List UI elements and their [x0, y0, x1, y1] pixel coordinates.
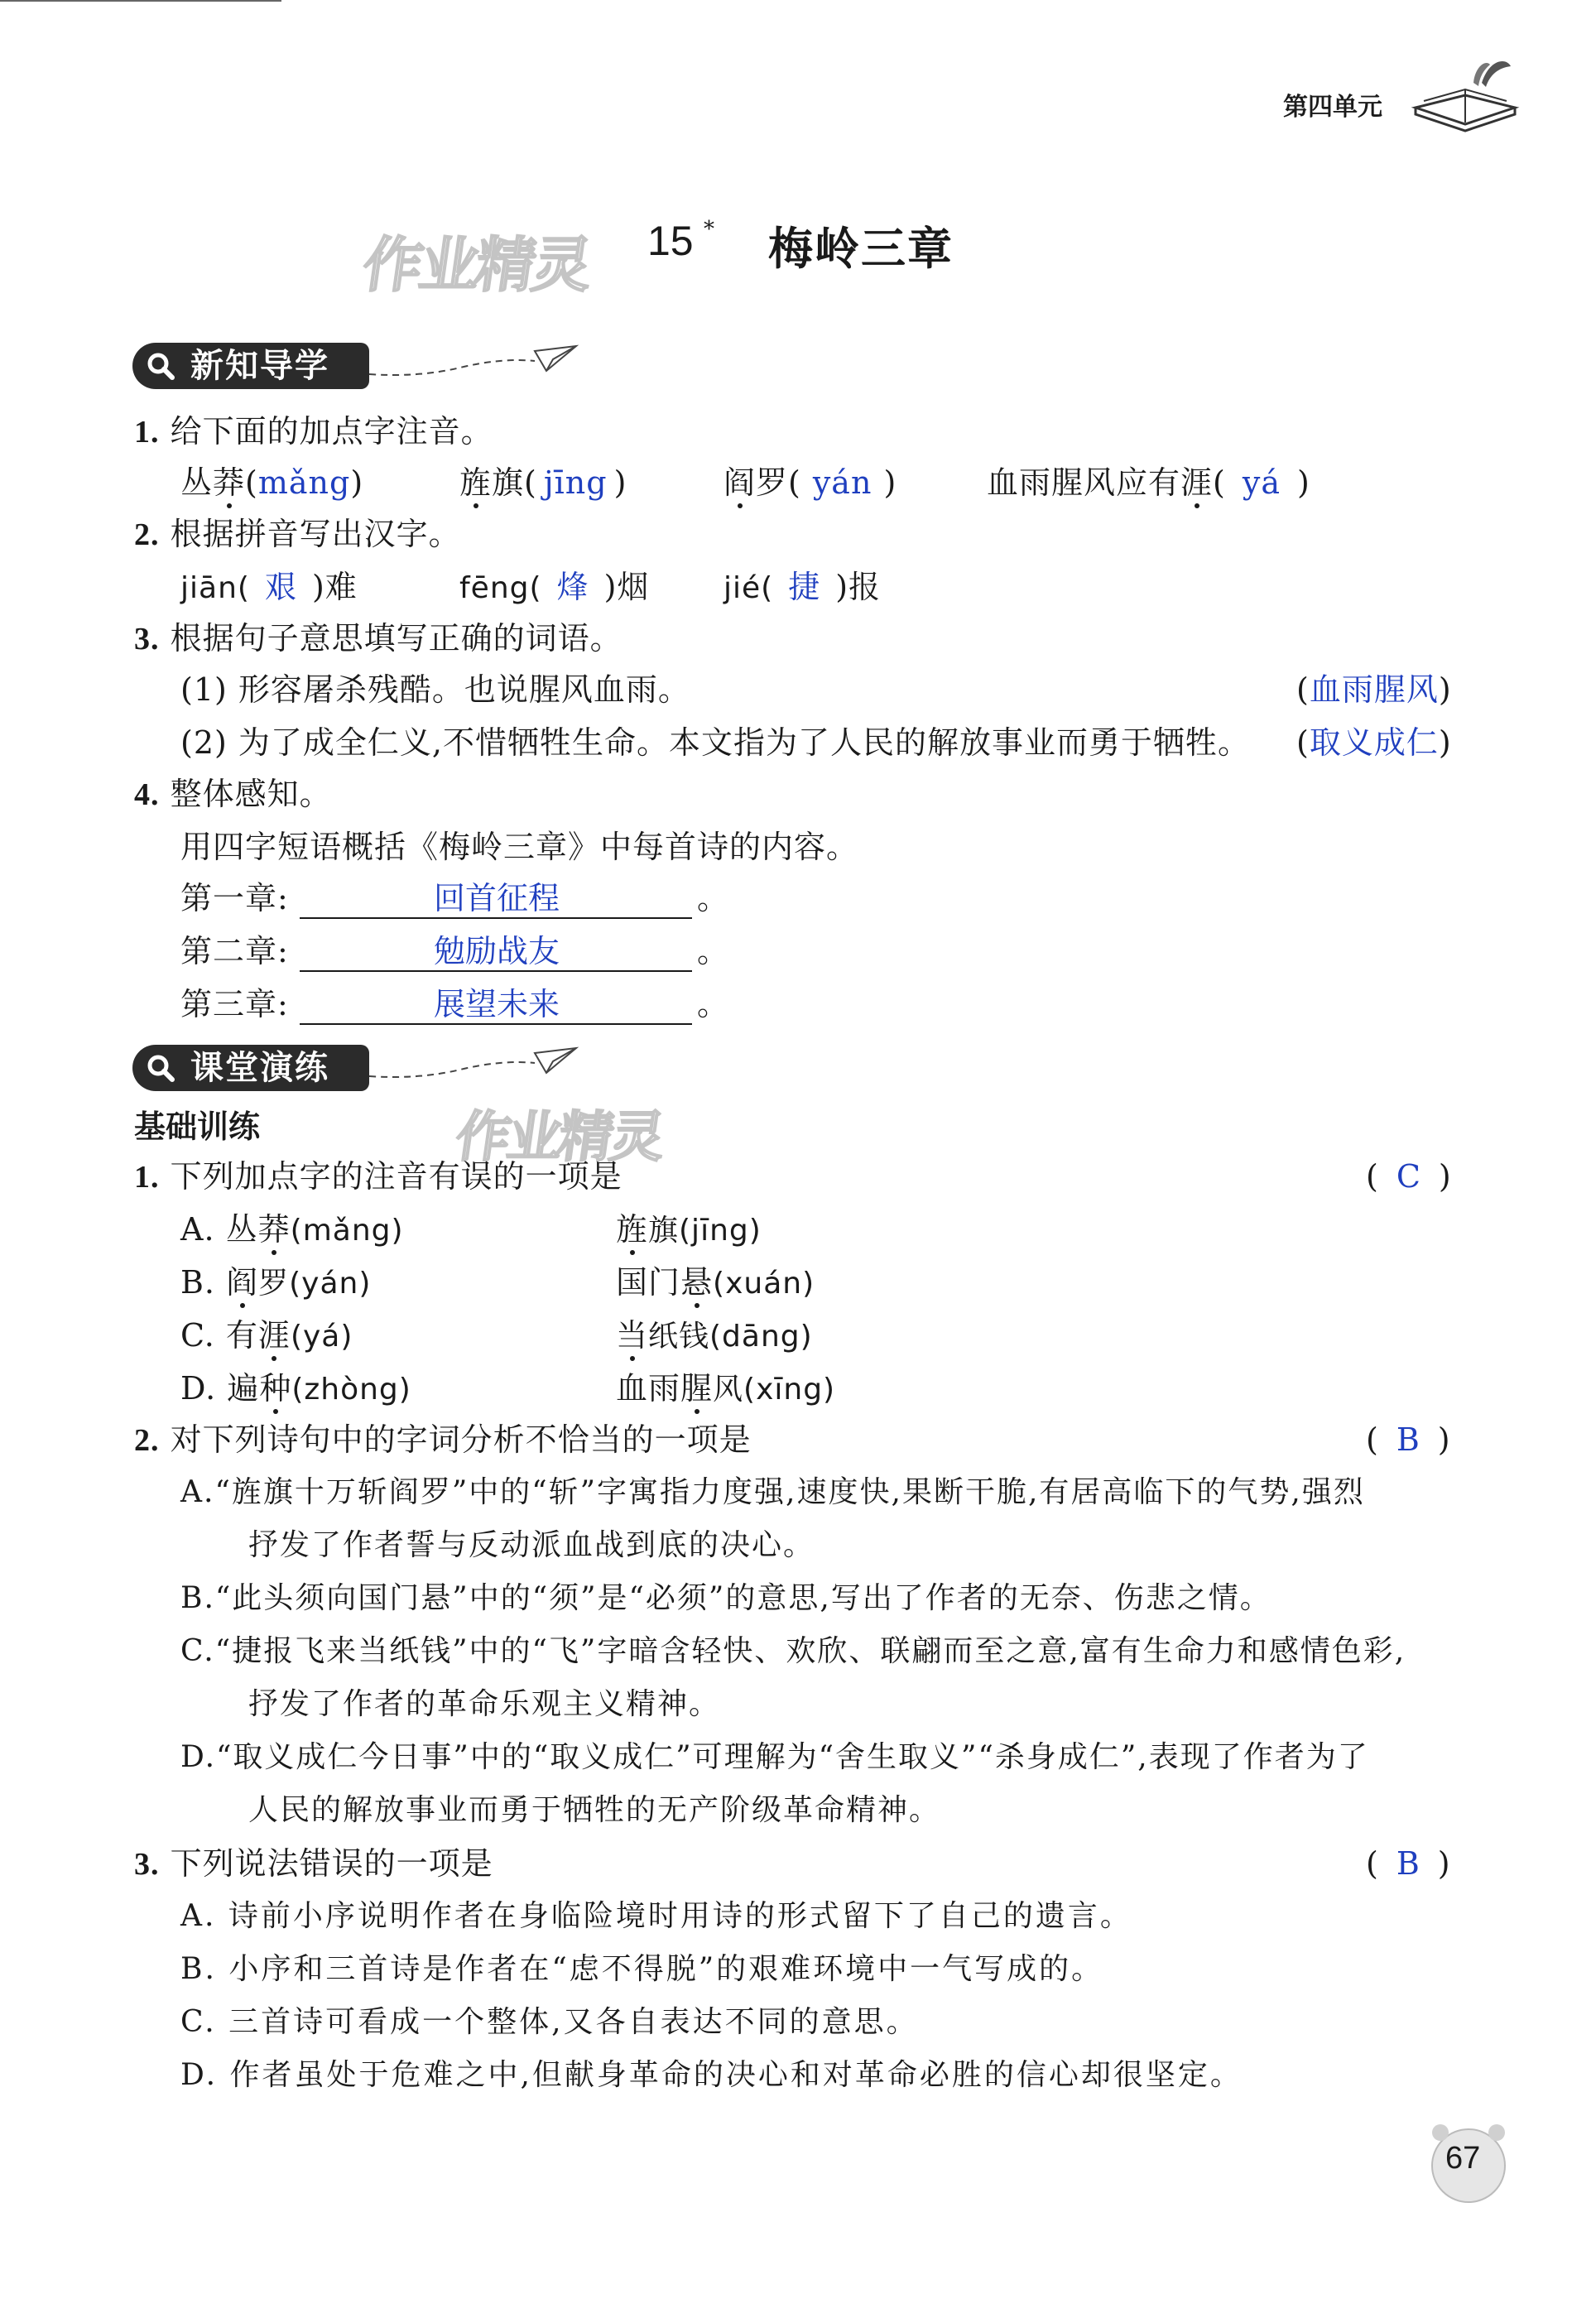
mc1-option-a-right	[616, 1209, 762, 1252]
answer: yán	[812, 464, 873, 501]
header-rule	[0, 0, 281, 2]
text: )难	[311, 569, 358, 605]
text: 旗(	[492, 464, 537, 501]
option-letter: D.	[180, 1370, 217, 1407]
section-banner-new-knowledge	[132, 343, 369, 389]
dotted-char: 莽	[258, 1209, 291, 1250]
text: 丛	[180, 464, 214, 501]
section-title: 新知导学	[190, 347, 329, 385]
text: 国门	[616, 1264, 681, 1301]
text: )报	[835, 569, 882, 605]
books-icon	[1407, 50, 1523, 132]
answer: 烽	[556, 569, 589, 605]
text: )	[350, 464, 364, 501]
q2-item-2	[459, 566, 649, 609]
mc2-option-d: D.“取义成仁今日事”中的“取义成仁”可理解为“舍生取义”“杀身成仁”,表现了作者为了	[180, 1740, 1369, 1774]
question-prompt: 下列加点字的注音有误的一项是	[170, 1158, 623, 1195]
watermark: 作业精灵	[358, 230, 594, 300]
q3-item-2-answer	[1296, 722, 1452, 763]
mc2-option-c-cont: 抒发了作者的革命乐观主义精神。	[248, 1687, 721, 1721]
pinyin: jié(	[723, 571, 774, 605]
answer: 捷	[788, 569, 821, 605]
mc-question-3	[134, 1843, 493, 1885]
text: (mǎng)	[290, 1214, 404, 1248]
question-prompt: 给下面的加点字注音。	[170, 413, 493, 450]
answer: B	[1396, 1845, 1420, 1882]
q3-item-2-text: (2) 为了成全仁义,不惜牺牲生命。本文指为了人民的解放事业而勇于牺牲。	[180, 724, 1250, 761]
text: (	[1366, 1845, 1378, 1882]
lesson-title: 梅岭三章	[768, 223, 954, 275]
mc1-option-d-right	[616, 1368, 835, 1411]
q4-label-2: 第二章:	[180, 933, 289, 969]
text: 罗(yán)	[258, 1267, 372, 1301]
page-number: 67	[1445, 2141, 1481, 2176]
dotted-char: 旌	[459, 462, 492, 503]
mc3-option-b: B. 小序和三首诗是作者在“虑不得脱”的艰难环境中一气写成的。	[180, 1952, 1104, 1986]
text: (zhòng)	[291, 1373, 411, 1407]
text: (	[1296, 724, 1310, 761]
dotted-char: 涯	[1180, 462, 1213, 503]
q1-item-4	[987, 462, 1310, 503]
answer: 血雨腥风	[1309, 671, 1439, 708]
text: 血雨腥风应有	[987, 464, 1181, 501]
question-prompt: 下列说法错误的一项是	[170, 1845, 493, 1882]
text: )烟	[603, 569, 650, 605]
answer: 展望未来	[434, 986, 560, 1022]
question-number: 1.	[134, 415, 160, 450]
text: 风(xīng)	[713, 1373, 836, 1407]
option-letter: C.	[180, 1317, 215, 1354]
option-letter: B.	[180, 1264, 216, 1301]
text: (	[1366, 1158, 1378, 1195]
period: 。	[697, 986, 730, 1022]
question-number: 3.	[134, 1847, 160, 1882]
dotted-char: 莽	[213, 462, 245, 503]
question-number: 2.	[134, 517, 160, 552]
question-3	[134, 618, 623, 660]
text: )	[1296, 464, 1310, 501]
q4-label-1: 第一章:	[180, 880, 289, 916]
text: )	[1438, 671, 1452, 708]
pinyin: jiān(	[180, 571, 250, 605]
mc2-option-a: A.“旌旗十万斩阎罗”中的“斩”字寓指力度强,速度快,果断干脆,有居高临下的气势,强烈	[180, 1475, 1365, 1509]
dotted-char: 腥	[680, 1368, 713, 1409]
text: (	[1213, 464, 1226, 501]
mc3-option-c: C. 三首诗可看成一个整体,又各自表达不同的意思。	[180, 2005, 919, 2039]
q3-item-1-answer	[1296, 669, 1452, 710]
text: )	[1437, 1421, 1450, 1458]
question-prompt: 根据句子意思填写正确的词语。	[170, 620, 623, 656]
dotted-char: 阎	[226, 1262, 258, 1303]
dotted-char: 当	[616, 1315, 648, 1356]
pinyin: fēng(	[459, 571, 542, 605]
text: 纸钱(dāng)	[648, 1320, 813, 1354]
paper-plane-icon	[369, 1036, 618, 1086]
mc2-option-a-cont: 抒发了作者誓与反动派血战到底的决心。	[248, 1528, 815, 1562]
answer: B	[1396, 1421, 1420, 1458]
answer: yá	[1242, 464, 1281, 501]
text: 遍	[227, 1370, 260, 1407]
text: )	[1438, 724, 1452, 761]
text: )	[1437, 1845, 1450, 1882]
mc1-option-b	[180, 1262, 371, 1305]
text: 血雨	[616, 1370, 681, 1407]
dotted-char: 种	[259, 1368, 291, 1409]
answer: mǎng	[257, 464, 351, 501]
answer: jīng	[543, 464, 608, 501]
mc2-answer	[1366, 1419, 1450, 1460]
dotted-char: 涯	[258, 1315, 291, 1356]
question-number: 1.	[134, 1160, 160, 1195]
answer: 取义成仁	[1309, 724, 1439, 761]
mc1-answer	[1366, 1156, 1451, 1197]
q2-item-3	[723, 566, 881, 609]
mc3-option-a: A. 诗前小序说明作者在身临险境时用诗的形式留下了自己的遗言。	[180, 1899, 1132, 1933]
text: 罗(	[756, 464, 801, 501]
section-banner-classroom	[132, 1045, 369, 1091]
dotted-char: 旌	[616, 1209, 648, 1250]
question-4	[134, 773, 332, 815]
text: (	[245, 464, 258, 501]
answer: 勉励战友	[434, 933, 560, 969]
q3-item-1-text: (1) 形容屠杀残酷。也说腥风血雨。	[180, 671, 690, 708]
answer: 艰	[264, 569, 297, 605]
period: 。	[697, 933, 730, 969]
mc-question-1	[134, 1156, 623, 1198]
lesson-star: *	[704, 217, 714, 242]
q1-item-2	[459, 462, 627, 503]
text: (	[1296, 671, 1310, 708]
option-letter: A.	[180, 1211, 215, 1248]
mc1-option-c	[180, 1315, 353, 1358]
mc-question-2	[134, 1419, 752, 1461]
dotted-char: 悬	[680, 1262, 713, 1303]
paper-plane-icon	[369, 334, 618, 384]
unit-label: 第四单元	[1283, 93, 1382, 122]
mc2-option-c: C.“捷报飞来当纸钱”中的“飞”字暗含轻快、欢欣、联翩而至之意,富有生命力和感情色彩,	[180, 1634, 1406, 1668]
text: (xuán)	[713, 1267, 815, 1301]
answer: 回首征程	[434, 880, 560, 916]
text: )	[1438, 1158, 1451, 1195]
text: 旗(jīng)	[648, 1214, 762, 1248]
mc1-option-b-right	[616, 1262, 815, 1305]
question-2	[134, 513, 461, 555]
mc3-answer	[1366, 1843, 1450, 1884]
question-prompt: 根据拼音写出汉字。	[170, 516, 461, 552]
text: )	[883, 464, 897, 501]
subheading-basic-training: 基础训练	[134, 1109, 261, 1145]
mc3-option-d: D. 作者虽处于危难之中,但献身革命的决心和对革命必胜的信心却很坚定。	[180, 2058, 1243, 2092]
mc1-option-d	[180, 1368, 411, 1411]
question-1	[134, 411, 493, 453]
answer: C	[1396, 1158, 1421, 1195]
dotted-char: 阎	[723, 462, 756, 503]
question-number: 3.	[134, 622, 160, 656]
q4-subprompt: 用四字短语概括《梅岭三章》中每首诗的内容。	[180, 829, 859, 865]
question-prompt: 对下列诗句中的字词分析不恰当的一项是	[170, 1421, 752, 1458]
magnifier-icon	[146, 351, 175, 381]
question-prompt: 整体感知。	[170, 776, 332, 812]
text: )	[613, 464, 627, 501]
period: 。	[697, 880, 730, 916]
q2-item-1	[180, 566, 358, 609]
text: (	[1366, 1421, 1378, 1458]
mc1-option-c-right	[616, 1315, 813, 1358]
q1-item-3	[723, 462, 897, 503]
q1-item-1	[180, 462, 363, 503]
magnifier-icon	[146, 1053, 175, 1083]
q4-label-3: 第三章:	[180, 986, 289, 1022]
question-number: 4.	[134, 777, 160, 812]
watermark: 作业精灵	[451, 1105, 666, 1169]
text: 丛	[225, 1211, 258, 1248]
mc2-option-d-cont: 人民的解放事业而勇于牺牲的无产阶级革命精神。	[248, 1793, 941, 1827]
question-number: 2.	[134, 1423, 160, 1458]
text: 有	[225, 1317, 258, 1354]
mc1-option-a	[180, 1209, 404, 1252]
mc2-option-b: B.“此头须向国门悬”中的“须”是“必须”的意思,写出了作者的无奈、伤悲之情。	[180, 1581, 1272, 1615]
section-title: 课堂演练	[190, 1049, 329, 1087]
lesson-number: 15	[647, 218, 694, 264]
text: (yá)	[290, 1320, 353, 1354]
